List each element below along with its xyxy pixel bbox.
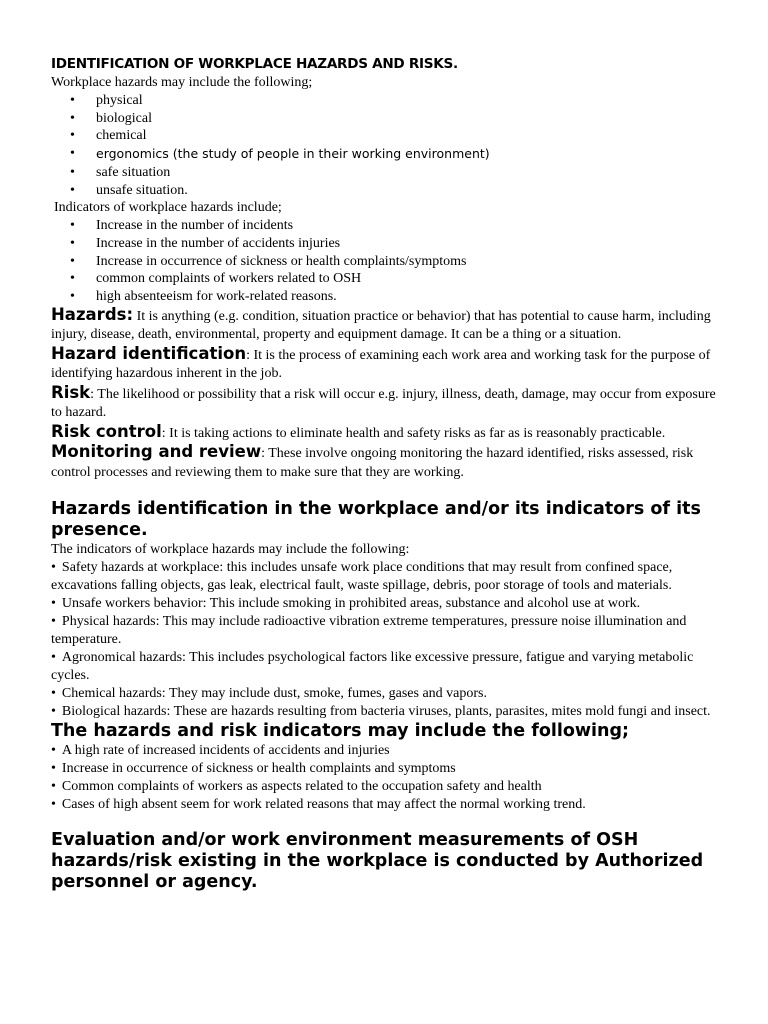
- list-item: • physical: [70, 93, 143, 108]
- list-item: • Common complaints of workers as aspects related to the occupation safety and health: [51, 779, 542, 795]
- definition-term: Risk: [51, 382, 91, 402]
- list-item: • Biological hazards: These are hazards resulting from bacteria viruses, plants, parasites, mites mold fungi and insect.: [51, 704, 711, 720]
- bullet-icon: •: [70, 128, 75, 144]
- list-item: • Cases of high absent seem for work related reasons that may affect the normal working trend.: [51, 797, 586, 813]
- bullet-icon: •: [51, 704, 56, 720]
- bullet-icon: •: [70, 93, 75, 108]
- definition-term: Hazard identification: [51, 343, 247, 363]
- document-page: [51, 54, 721, 893]
- bullet-icon: •: [70, 182, 75, 198]
- list-item: • unsafe situation.: [70, 182, 188, 198]
- hazard-categories-list: [51, 559, 721, 721]
- definition-monitoring-review: Monitoring and review: These involve ongoing monitoring the hazard identified, risks assessed, risk control processes and reviewing them to make sure that they are working.: [51, 442, 694, 480]
- bullet-icon: •: [51, 797, 56, 813]
- definition-term: Risk control: [51, 421, 162, 441]
- indicators-intro: Indicators of workplace hazards include;: [54, 200, 282, 216]
- risk-indicators-list: [51, 742, 721, 814]
- list-item: • Chemical hazards: They may include dust, smoke, fumes, gases and vapors.: [51, 686, 487, 702]
- list-item: • ergonomics (the study of people in their working environment): [70, 146, 490, 162]
- list-item: • Physical hazards: This may include radioactive vibration extreme temperatures, pressure noise illumination and temperature.: [51, 614, 687, 648]
- definition-term: Monitoring and review: [51, 442, 262, 462]
- definition-risk-control: Risk control: It is taking actions to eliminate health and safety risks as far as is reasonably practicable.: [51, 421, 666, 441]
- bullet-icon: •: [51, 686, 56, 702]
- list-item: • high absenteeism for work-related reasons.: [70, 289, 337, 305]
- indicators-list: [51, 217, 721, 306]
- intro-text: Workplace hazards may include the following;: [51, 75, 313, 90]
- bullet-icon: •: [51, 761, 56, 777]
- bullet-icon: •: [70, 164, 75, 180]
- bullet-icon: •: [51, 650, 56, 666]
- bullet-icon: •: [51, 596, 56, 612]
- bullet-icon: •: [70, 110, 75, 126]
- section-intro: The indicators of workplace hazards may include the following:: [51, 542, 410, 558]
- document-title: IDENTIFICATION OF WORKPLACE HAZARDS AND RISKS.: [51, 56, 458, 72]
- list-item: • Increase in the number of incidents: [70, 218, 294, 234]
- definition-hazard-identification: Hazard identification: It is the process of examining each work area and working task for the purpose of identifying hazardous inherent in the job.: [51, 343, 711, 382]
- bullet-icon: •: [51, 614, 56, 630]
- list-item: • Unsafe workers behavior: This include smoking in prohibited areas, substance and alcohol use at work.: [51, 596, 641, 612]
- definition-risk: Risk: The likelihood or possibility that a risk will occur e.g. injury, illness, death, damage, may occur from exposure to hazard.: [51, 382, 716, 421]
- bullet-icon: •: [70, 218, 75, 234]
- bullet-icon: •: [70, 271, 75, 287]
- list-item: • Safety hazards at workplace: this includes unsafe work place conditions that may result from confined space, excavations falling objects, gas leak, electrical fault, waste spillage, debris, poor storage of tools and materials.: [51, 560, 673, 594]
- bullet-icon: •: [51, 560, 56, 576]
- list-item: • safe situation: [70, 164, 171, 180]
- list-item: • Increase in the number of accidents injuries: [70, 235, 341, 251]
- bullet-icon: •: [70, 289, 75, 305]
- section-heading-risk-indicators: The hazards and risk indicators may include the following;: [51, 721, 630, 742]
- section-heading-hazards-identification: Hazards identification in the workplace and/or its indicators of its presence.: [51, 499, 701, 541]
- bullet-icon: •: [70, 235, 75, 251]
- bullet-icon: •: [70, 146, 75, 162]
- section-heading-evaluation: Evaluation and/or work environment measurements of OSH hazards/risk existing in the workplace is conducted by Authorized personnel or agency.: [51, 830, 704, 893]
- definition-hazards: Hazards: It is anything (e.g. condition, situation practice or behavior) that has potential to cause harm, including injury, disease, death, environmental, property and equipment damage. It can be a thing or a situation.: [51, 304, 711, 343]
- definition-term: Hazards:: [51, 304, 134, 324]
- bullet-icon: •: [70, 253, 75, 269]
- list-item: • common complaints of workers related to OSH: [70, 271, 362, 287]
- hazard-types-list: [51, 92, 721, 199]
- list-item: • Increase in occurrence of sickness or health complaints/symptoms: [70, 253, 467, 269]
- list-item: • Increase in occurrence of sickness or health complaints and symptoms: [51, 761, 456, 777]
- list-item: • biological: [70, 110, 152, 126]
- list-item: • chemical: [70, 128, 147, 144]
- bullet-icon: •: [51, 779, 56, 795]
- bullet-icon: •: [51, 743, 56, 759]
- list-item: • A high rate of increased incidents of accidents and injuries: [51, 743, 390, 759]
- list-item: • Agronomical hazards: This includes psychological factors like excessive pressure, fatigue and varying metabolic cycles.: [51, 650, 694, 684]
